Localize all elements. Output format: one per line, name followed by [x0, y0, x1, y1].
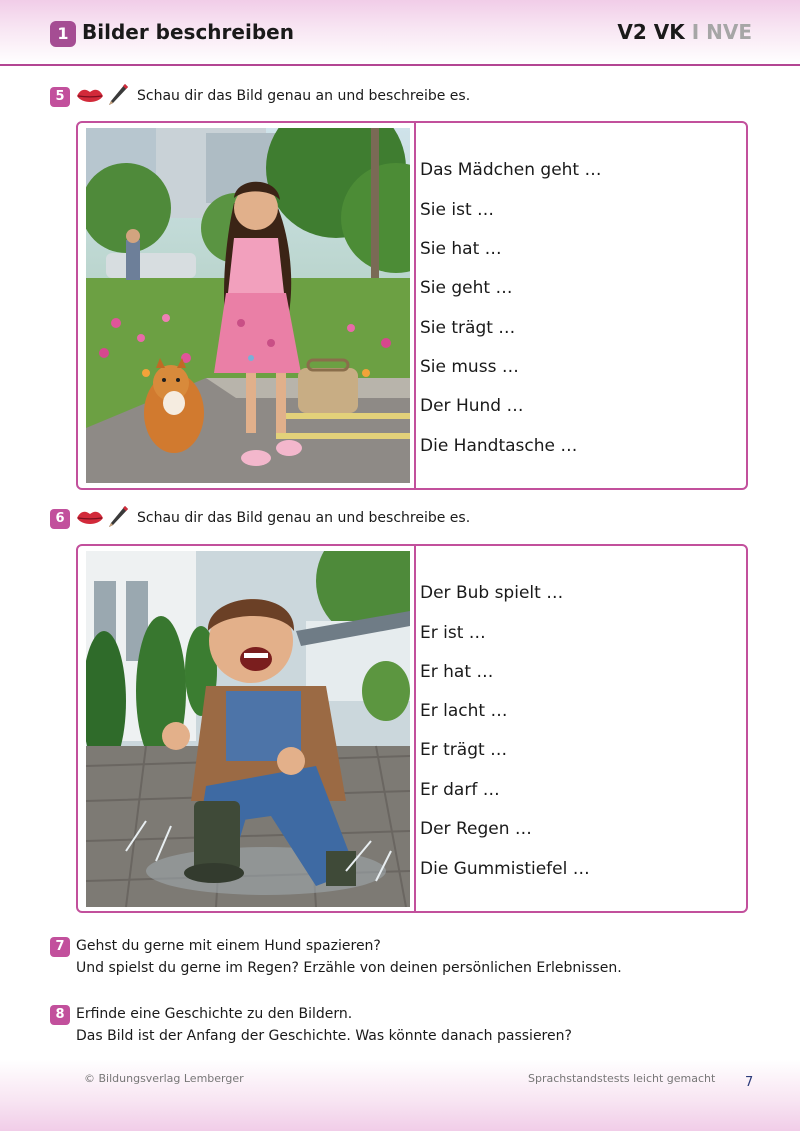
- task-8-line-2: Das Bild ist der Anfang der Geschichte. Was könnte danach passieren?: [76, 1028, 572, 1044]
- pencil-icon: [106, 82, 130, 108]
- task-6-prompt-2: Er ist …: [420, 623, 486, 643]
- task-6-prompt-1: Der Bub spielt …: [420, 583, 564, 603]
- task-6-prompt-3: Er hat …: [420, 662, 494, 682]
- task-5-instruction: Schau dir das Bild genau an und beschreibe es.: [137, 88, 471, 104]
- task-6-prompt-8: Die Gummistiefel …: [420, 859, 590, 879]
- level-indicator: [617, 20, 752, 44]
- task-5-prompt-8: Die Handtasche …: [420, 436, 578, 456]
- series-title: Sprachstandstests leicht gemacht: [528, 1072, 716, 1085]
- level-sub: I NVE: [691, 20, 752, 44]
- task-6-prompt-7: Der Regen …: [420, 819, 532, 839]
- task-5-divider: [414, 123, 416, 488]
- chapter-title: Bilder beschreiben: [82, 20, 294, 44]
- copyright-text: © Bildungsverlag Lemberger: [84, 1072, 244, 1085]
- task-5-prompt-5: Sie trägt …: [420, 318, 516, 338]
- task-7-line-1: Gehst du gerne mit einem Hund spazieren?: [76, 938, 381, 954]
- task-6-box: [76, 544, 748, 913]
- task-6-instruction: Schau dir das Bild genau an und beschreibe es.: [137, 510, 471, 526]
- task-6-number: 6: [50, 509, 70, 529]
- task-7-number: 7: [50, 937, 70, 957]
- task-6-prompt-5: Er trägt …: [420, 740, 508, 760]
- task-6-divider: [414, 546, 416, 911]
- task-5-number: 5: [50, 87, 70, 107]
- task-5-prompt-4: Sie geht …: [420, 278, 513, 298]
- task-5-prompt-3: Sie hat …: [420, 239, 502, 259]
- lips-icon: [76, 86, 104, 106]
- task-5-prompt-2: Sie ist …: [420, 200, 495, 220]
- pencil-icon: [106, 504, 130, 530]
- lips-icon: [76, 508, 104, 528]
- page-header: [0, 0, 800, 66]
- task-8-line-1: Erfinde eine Geschichte zu den Bildern.: [76, 1006, 353, 1022]
- girl-with-dog-photo: [86, 128, 410, 483]
- task-5-prompt-7: Der Hund …: [420, 396, 524, 416]
- task-7-line-2: Und spielst du gerne im Regen? Erzähle von deinen persönlichen Erlebnissen.: [76, 960, 622, 976]
- boy-playing-in-rain-photo: [86, 551, 410, 907]
- task-5-box: [76, 121, 748, 490]
- page-number: 7: [745, 1075, 754, 1090]
- level-main: V2 VK: [617, 20, 685, 44]
- task-6-prompt-6: Er darf …: [420, 780, 500, 800]
- task-8-number: 8: [50, 1005, 70, 1025]
- task-5-prompt-6: Sie muss …: [420, 357, 519, 377]
- task-5-prompt-1: Das Mädchen geht …: [420, 160, 602, 180]
- page-footer: [0, 1060, 800, 1131]
- chapter-number-badge: 1: [50, 21, 76, 47]
- task-6-prompt-4: Er lacht …: [420, 701, 508, 721]
